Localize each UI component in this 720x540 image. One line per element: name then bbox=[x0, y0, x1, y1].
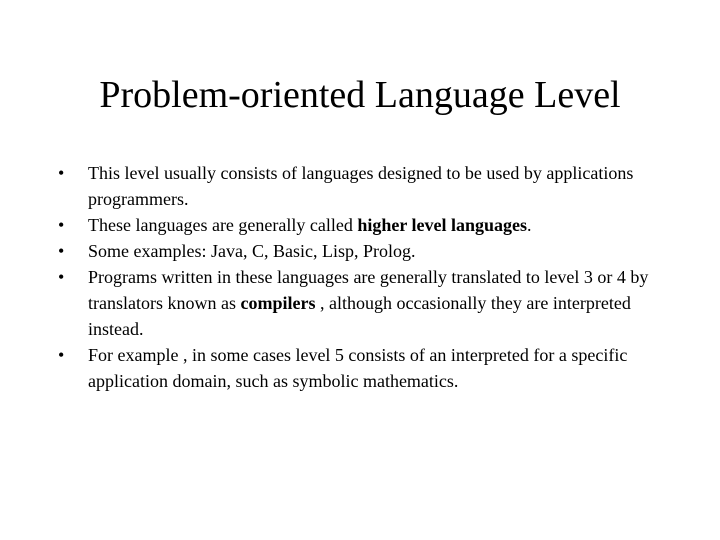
bullet-text bbox=[88, 163, 633, 209]
bullet-text-part: For example , in some cases level 5 consists of an interpreted for a specific application domain, such as symbolic mathematics. bbox=[88, 345, 628, 391]
bullet-text-emphasis: compilers bbox=[240, 293, 316, 313]
bullet-text-part: Some examples: Java, C, Basic, Lisp, Prolog. bbox=[88, 241, 416, 261]
bullet-item bbox=[58, 264, 668, 342]
bullet-text bbox=[88, 267, 648, 339]
bullet-text-part: Programs written in these languages are generally translated to level 3 or 4 by translators known as bbox=[88, 267, 649, 313]
slide-title: Problem-oriented Language Level bbox=[99, 74, 621, 116]
bullet-text bbox=[88, 215, 532, 235]
bullet-text bbox=[88, 241, 415, 261]
bullet-icon: • bbox=[58, 215, 65, 235]
bullet-item bbox=[58, 238, 668, 264]
bullet-text-emphasis: higher level languages bbox=[357, 215, 528, 235]
bullet-list bbox=[58, 160, 668, 394]
bullet-text-part: This level usually consists of languages designed to be used by applications programmers. bbox=[88, 163, 634, 209]
bullet-text bbox=[88, 345, 627, 391]
bullet-item bbox=[58, 212, 668, 238]
bullet-icon: • bbox=[58, 163, 65, 183]
bullet-text-part: These languages are generally called bbox=[88, 215, 358, 235]
bullet-item bbox=[58, 342, 668, 394]
bullet-text-part: , although occasionally they are interpreted instead. bbox=[88, 293, 631, 339]
bullet-icon: • bbox=[58, 267, 65, 287]
bullet-icon: • bbox=[58, 241, 65, 261]
bullet-text-part: . bbox=[527, 215, 532, 235]
bullet-icon: • bbox=[58, 345, 65, 365]
bullet-item bbox=[58, 160, 668, 212]
